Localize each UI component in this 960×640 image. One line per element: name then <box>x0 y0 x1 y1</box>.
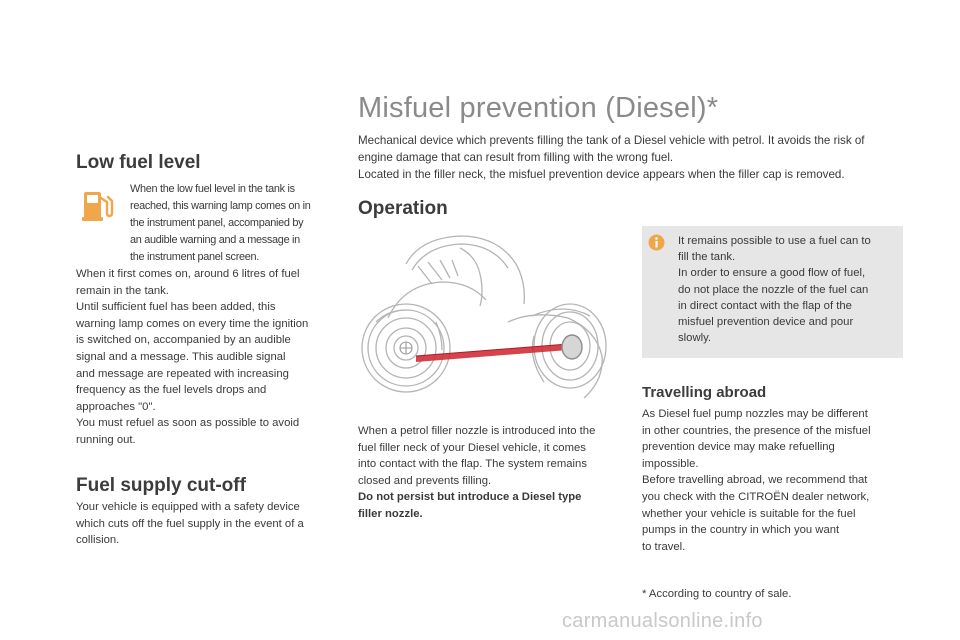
body-line: signal and a message. This audible signal <box>76 350 286 363</box>
info-text <box>678 233 871 346</box>
body-line: Before travelling abroad, we recommend that <box>642 474 868 487</box>
body-line: You must refuel as soon as possible to avoid <box>76 417 300 430</box>
body-line: whether your vehicle is suitable for the fuel <box>642 507 856 520</box>
body-line: and message are repeated with increasing <box>76 367 289 380</box>
low-fuel-heading: Low fuel level <box>76 152 201 173</box>
filler-neck-diagram <box>358 226 620 414</box>
body-line: remain in the tank. <box>76 284 169 297</box>
body-line: collision. <box>76 534 120 547</box>
body-line: warning lamp comes on every time the ignition <box>76 317 309 330</box>
info-icon <box>648 234 665 251</box>
body-line: When it first comes on, around 6 litres of fuel <box>76 268 300 280</box>
fuel-cutoff-body <box>76 499 304 549</box>
watermark: carmanualsonline.info <box>562 610 763 632</box>
intro-line: engine damage that can result from filling with the wrong fuel. <box>358 151 674 164</box>
info-line: In order to ensure a good flow of fuel, <box>678 267 866 280</box>
footnote: * According to country of sale. <box>642 588 792 600</box>
info-line: do not place the nozzle of the fuel can <box>678 283 869 296</box>
intro-line: Located in the filler neck, the misfuel prevention device appears when the filler cap is removed. <box>358 168 845 181</box>
lamp-line: the instrument panel screen. <box>130 251 260 263</box>
warning-lamp-description <box>130 181 311 266</box>
info-box <box>642 226 903 358</box>
info-line: It remains possible to use a fuel can to <box>678 235 871 247</box>
info-line: in direct contact with the flap of the <box>678 299 852 312</box>
lamp-line: reached, this warning lamp comes on in <box>130 200 311 212</box>
body-line: into contact with the flap. The system remains <box>358 458 587 471</box>
body-line: fuel filler neck of your Diesel vehicle, it comes <box>358 441 586 454</box>
operation-body <box>358 423 595 523</box>
body-line: pumps in the country in which you want <box>642 524 840 537</box>
fuel-cutoff-heading: Fuel supply cut-off <box>76 475 246 496</box>
body-line: impossible. <box>642 457 699 470</box>
lamp-line: an audible warning and a message in <box>130 234 300 246</box>
lamp-line: When the low fuel level in the tank is <box>130 183 295 195</box>
info-line: fill the tank. <box>678 251 736 264</box>
body-line: closed and prevents filling. <box>358 474 492 487</box>
body-line: approaches "0". <box>76 400 156 413</box>
body-line: which cuts off the fuel supply in the event of a <box>76 517 304 530</box>
body-line: to travel. <box>642 540 686 553</box>
operation-heading: Operation <box>358 198 448 219</box>
warning-line: Do not persist but introduce a Diesel type <box>358 491 582 504</box>
body-line: Your vehicle is equipped with a safety device <box>76 501 300 513</box>
body-line: prevention device may make refuelling <box>642 441 835 454</box>
page-title: Misfuel prevention (Diesel)* <box>358 92 719 124</box>
body-line: Until sufficient fuel has been added, this <box>76 301 276 314</box>
info-line: misfuel prevention device and pour <box>678 316 854 329</box>
body-line: When a petrol filler nozzle is introduced into the <box>358 425 596 437</box>
body-line: you check with the CITROËN dealer network, <box>642 490 870 503</box>
lamp-line: the instrument panel, accompanied by <box>130 217 304 229</box>
travelling-abroad-body <box>642 406 871 555</box>
intro-line: Mechanical device which prevents filling the tank of a Diesel vehicle with petrol. It avoids the risk of <box>358 134 865 147</box>
body-line: frequency as the fuel levels drops and <box>76 384 267 397</box>
body-line: is switched on, accompanied by an audible <box>76 334 291 347</box>
warning-line: filler nozzle. <box>358 507 423 520</box>
intro-paragraph <box>358 132 865 183</box>
body-line: running out. <box>76 433 136 446</box>
low-fuel-body <box>76 266 308 449</box>
fuel-pump-icon <box>80 189 114 223</box>
info-line: slowly. <box>678 332 712 345</box>
travelling-abroad-heading: Travelling abroad <box>642 384 767 401</box>
body-line: in other countries, the presence of the misfuel <box>642 424 871 437</box>
body-line: As Diesel fuel pump nozzles may be different <box>642 408 868 420</box>
